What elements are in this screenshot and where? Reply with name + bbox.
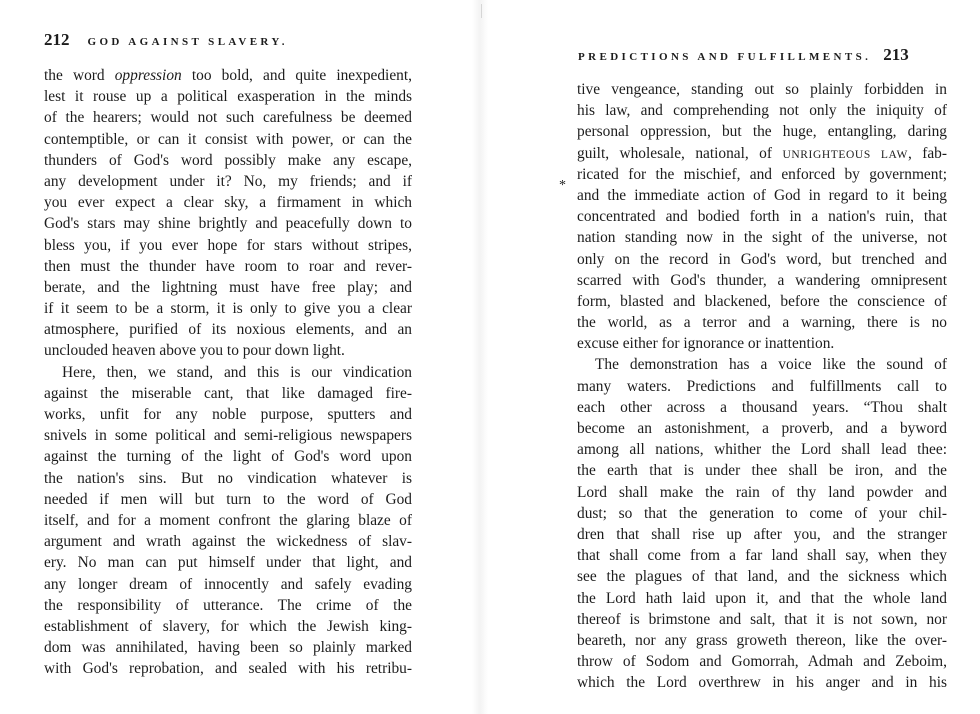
book-gutter — [472, 0, 488, 714]
text-segment: guilt, wholesale, national, of — [577, 144, 783, 162]
text-line: ricated for the mischief, and enforced by government; — [577, 165, 947, 183]
left-running-head — [44, 30, 288, 50]
text-line: scarred with God's thunder, a wandering omnipresent — [577, 271, 947, 289]
left-page — [0, 0, 470, 714]
text-line: beareth, nor any grass groweth thereon, like the over- — [577, 631, 947, 649]
text-line: dust; so that the generation to come of your chil- — [577, 504, 947, 522]
text-line: then must the thunder have room to roar and rever- — [44, 257, 412, 275]
text-line: nation standing now in the sight of the universe, not — [577, 229, 947, 247]
text-line: become an astonishment, a proverb, and a byword — [577, 420, 947, 437]
text-line: throw of Sodom and Gomorrah, Admah and Zeboim, — [577, 653, 947, 671]
text-line: bless you, if you ever hope for stars without stripes, — [44, 236, 412, 254]
text-line: atmosphere, purified of its noxious elements, and an — [44, 321, 412, 339]
right-running-title: PREDICTIONS AND FULFILLMENTS. — [578, 51, 872, 63]
left-running-title: GOD AGAINST SLAVERY. — [87, 36, 288, 48]
left-page-body — [44, 65, 412, 679]
text-line: tive vengeance, standing out so plainly forbidden in — [577, 81, 947, 98]
text-line: lest it rouse up a political exasperation in the minds — [44, 88, 412, 106]
left-page-number: 212 — [44, 30, 70, 49]
text-line: Here, then, we stand, and this is our vindication — [62, 363, 412, 381]
text-line — [44, 65, 412, 86]
text-line: thunders of God's word possibly make any escape, — [44, 151, 412, 169]
text-line: against the miserable cant, that like damaged fire- — [44, 384, 412, 402]
small-caps-phrase: UNRIGHTEOUS LAW — [782, 148, 908, 161]
text-line: the Lord hath laid upon it, and that the whole land — [577, 589, 947, 607]
text-line: needed if men will but turn to the word of God — [44, 490, 412, 508]
text-line — [577, 143, 947, 164]
text-line: the nation's sins. But no vindication whatever is — [44, 469, 412, 487]
gutter-fold-mark — [481, 4, 482, 18]
text-line: with God's reprobation, and sealed with his retribu- — [44, 660, 412, 678]
text-line: against the turning of the light of God's word upon — [44, 448, 412, 466]
text-segment: , fab- — [907, 144, 947, 162]
text-line: the earth that is under thee shall be iron, and the — [577, 462, 947, 480]
text-line: the responsibility of utterance. The crime of the — [44, 596, 412, 614]
text-line: berate, and the lightning must have free play; and — [44, 278, 412, 296]
text-line: dren that shall rise up after you, and the stranger — [577, 525, 947, 543]
right-page-number: 213 — [883, 45, 909, 64]
text-line: only on the record in God's word, but trenched and — [577, 250, 947, 268]
text-line: each other across a thousand years. “Thou shalt — [577, 398, 947, 416]
text-line: establishment of slavery, for which the Jewish king- — [44, 617, 412, 635]
text-line: Lord shall make the rain of thy land powder and — [577, 483, 947, 501]
text-line: form, blasted and blackened, before the conscience of — [577, 292, 947, 310]
text-line: if it seem to be a storm, it is only to give you a clear — [44, 300, 412, 318]
text-line: you ever expect a clear sky, a firmament in which — [44, 194, 412, 212]
emphasized-word: oppression — [114, 67, 182, 84]
text-line: God's stars may shine brightly and peacefully down to — [44, 215, 412, 233]
text-line: argument and wrath against the wickedness of slav- — [44, 533, 412, 551]
text-line: ery. No man can put himself under that light, and — [44, 554, 412, 572]
text-segment: too bold, and quite inexpedient, — [181, 67, 412, 84]
text-line: snivels in some political and semi-religious newspapers — [44, 427, 412, 445]
text-line: unclouded heaven above you to pour down light. — [44, 342, 345, 360]
right-running-head — [578, 45, 909, 65]
text-line: which the Lord overthrew in his anger and in his — [577, 674, 947, 692]
text-line: itself, and for a moment confront the glaring blaze of — [44, 511, 412, 529]
margin-asterisk-mark: * — [559, 178, 566, 193]
text-line: of the hearers; would not such carefulness be deemed — [44, 109, 412, 127]
text-segment: the word — [44, 67, 115, 84]
text-line: works, unfit for any noble purpose, sputters and — [44, 406, 412, 423]
text-line: see the plagues of that land, and the sickness which — [577, 568, 947, 586]
text-line: thereof is brimstone and salt, that it is not sown, nor — [577, 610, 947, 628]
text-line: contemptible, or can it consist with power, or can the — [44, 130, 412, 148]
text-line: dom was annihilated, having been so plainly marked — [44, 639, 412, 657]
text-line: many waters. Predictions and fulfillments call to — [577, 377, 947, 395]
text-line: any longer dream of innocently and safely evading — [44, 575, 412, 593]
text-line: his law, and comprehending not only the iniquity of — [577, 102, 947, 120]
text-line: The demonstration has a voice like the sound of — [595, 356, 947, 374]
text-line: that shall come from a far land shall say, when they — [577, 547, 947, 565]
text-line: personal oppression, but the huge, entangling, daring — [577, 123, 947, 141]
right-page-body — [577, 79, 947, 693]
text-line: excuse either for ignorance or inattention. — [577, 335, 835, 353]
text-line: among all nations, whither the Lord shall lead thee: — [577, 441, 947, 459]
text-line: concentrated and bodied forth in a nation's ruin, that — [577, 208, 947, 226]
text-line: and the immediate action of God in regard to it being — [577, 186, 947, 204]
text-line: any development under it? No, my friends; and if — [44, 172, 412, 190]
right-page — [490, 0, 980, 714]
text-line: the world, as a terror and a warning, there is no — [577, 314, 947, 332]
